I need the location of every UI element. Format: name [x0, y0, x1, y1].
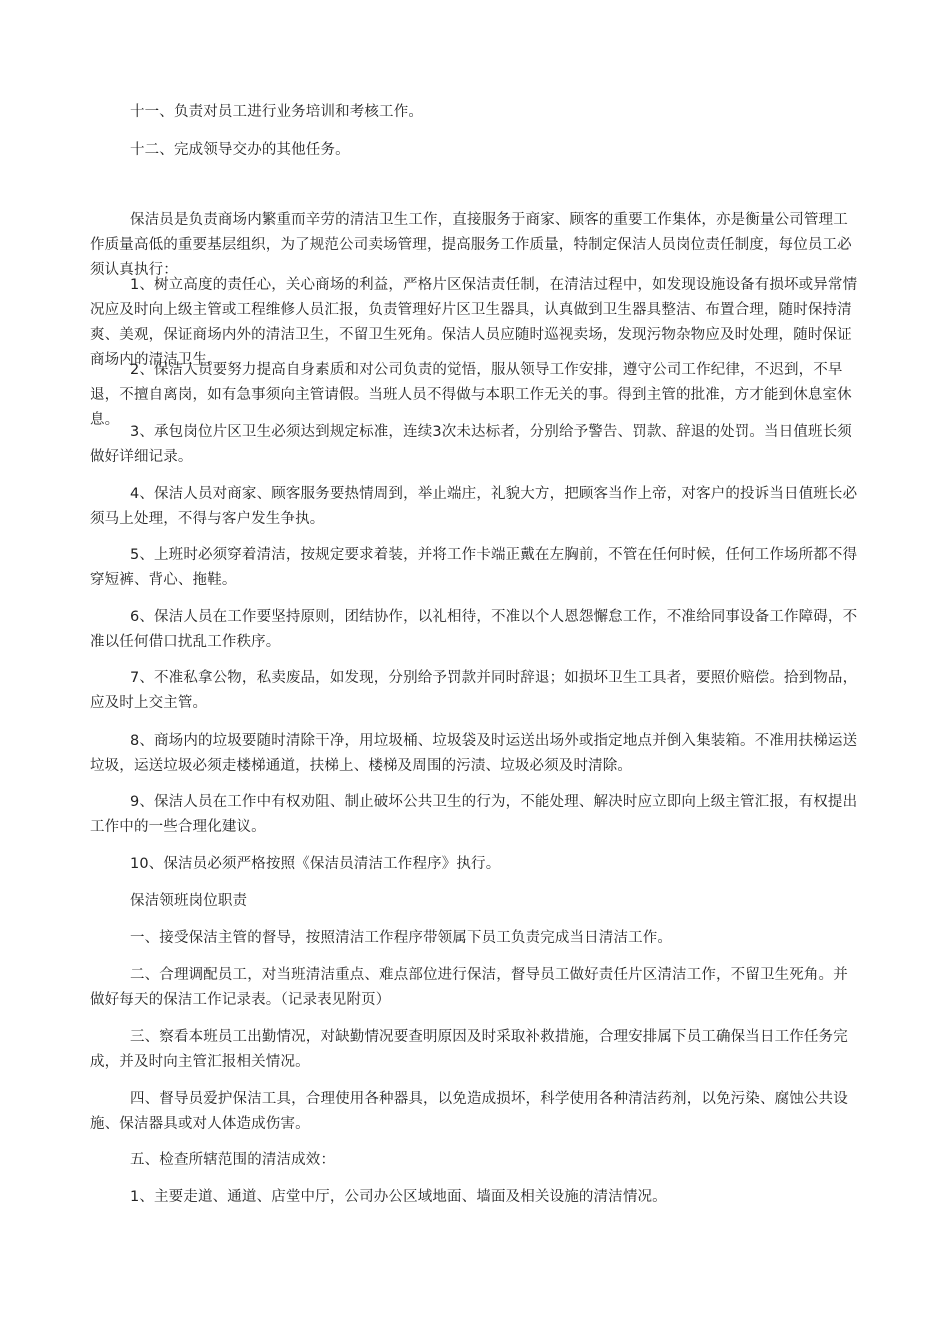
paragraph-item-10: 10、保洁员必须严格按照《保洁员清洁工作程序》执行。: [130, 856, 501, 872]
section-heading: 保洁领班岗位职责: [130, 893, 248, 909]
paragraph-intro: 保洁员是负责商场内繁重而辛劳的清洁卫生工作，直接服务于商家、顾客的重要工作集体，亦是衡量公司管理工作质量高低的重要基层组织，为了规范公司卖场管理，提高服务工作质量，特制定保洁人员岗位责任制度，每位员工必须认真执行：: [90, 212, 852, 278]
paragraph-duty-2: 二、合理调配员工，对当班清洁重点、难点部位进行保洁，督导员工做好责任片区清洁工作，不留卫生死角。并做好每天的保洁工作记录表。（记录表见附页）: [90, 967, 848, 1008]
paragraph-11: 十一、负责对员工进行业务培训和考核工作。: [130, 104, 423, 120]
paragraph-check-1: 1、主要走道、通道、店堂中厅，公司办公区域地面、墙面及相关设施的清洁情况。: [130, 1189, 667, 1205]
paragraph-duty-1: 一、接受保洁主管的督导，按照清洁工作程序带领属下员工负责完成当日清洁工作。: [130, 930, 673, 946]
paragraph-duty-5: 五、检查所辖范围的清洁成效：: [130, 1152, 336, 1168]
paragraph-item-3: 3、承包岗位片区卫生必须达到规定标准，连续3次未达标者，分别给予警告、罚款、辞退的处罚。当日值班长须做好详细记录。: [90, 424, 852, 465]
paragraph-item-9: 9、保洁人员在工作中有权劝阻、制止破坏公共卫生的行为，不能处理、解决时应立即向上级主管汇报，有权提出工作中的一些合理化建议。: [90, 794, 858, 835]
paragraph-item-6: 6、保洁人员在工作要坚持原则，团结协作，以礼相待，不准以个人恩怨懈怠工作，不准给同事设备工作障碍，不准以任何借口扰乱工作秩序。: [90, 609, 858, 650]
paragraph-item-8: 8、商场内的垃圾要随时清除干净，用垃圾桶、垃圾袋及时运送出场外或指定地点并倒入集装箱。不准用扶梯运送垃圾，运送垃圾必须走楼梯通道，扶梯上、楼梯及周围的污渍、垃圾必须及时清除。: [90, 733, 858, 774]
paragraph-item-7: 7、不准私拿公物，私卖废品，如发现，分别给予罚款并同时辞退；如损坏卫生工具者，要照价赔偿。拾到物品，应及时上交主管。: [90, 670, 858, 711]
paragraph-duty-4: 四、督导员爱护保洁工具，合理使用各种器具，以免造成损坏，科学使用各种清洁药剂，以免污染、腐蚀公共设施、保洁器具或对人体造成伤害。: [90, 1091, 848, 1132]
paragraph-12: 十二、完成领导交办的其他任务。: [130, 142, 350, 158]
paragraph-item-2: 2、保洁人员要努力提高自身素质和对公司负责的觉悟，服从领导工作安排，遵守公司工作纪律，不迟到，不早退，不擅自离岗，如有急事须向主管请假。当班人员不得做与本职工作无关的事。得到主管的批准，方才能到休息室休息。: [90, 362, 852, 428]
paragraph-item-4: 4、保洁人员对商家、顾客服务要热情周到，举止端庄，礼貌大方，把顾客当作上帝，对客户的投诉当日值班长必须马上处理，不得与客户发生争执。: [90, 486, 858, 527]
paragraph-duty-3: 三、察看本班员工出勤情况，对缺勤情况要查明原因及时采取补救措施，合理安排属下员工确保当日工作任务完成，并及时向主管汇报相关情况。: [90, 1029, 848, 1070]
paragraph-item-5: 5、上班时必须穿着清洁，按规定要求着装，并将工作卡端正戴在左胸前，不管在任何时候，任何工作场所都不得穿短裤、背心、拖鞋。: [90, 547, 858, 588]
paragraph-item-1: 1、树立高度的责任心，关心商场的利益，严格片区保洁责任制，在清洁过程中，如发现设施设备有损坏或异常情况应及时向上级主管或工程维修人员汇报，负责管理好片区卫生器具，认真做到卫生器具整洁、布置合理，随时保持清爽、美观，保证商场内外的清洁卫生，不留卫生死角。保洁人员应随时巡视卖场，发现污物杂物应及时处理，随时保证商场内的清洁卫生。: [90, 277, 858, 368]
